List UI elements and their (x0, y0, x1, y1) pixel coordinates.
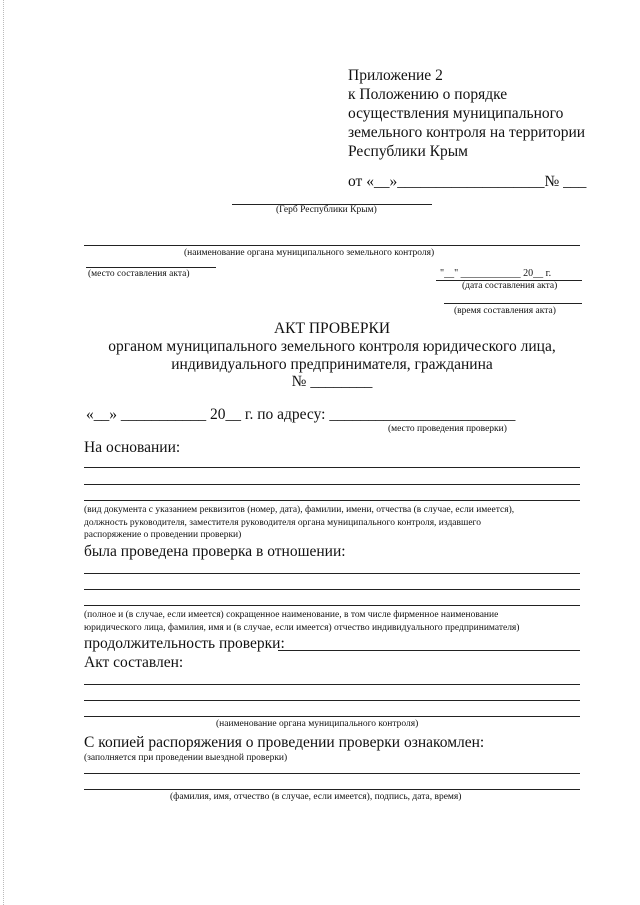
appendix-line: Приложение 2 (348, 67, 443, 84)
acquainted-line (84, 773, 580, 774)
basis-line (84, 467, 580, 468)
inspected-line (84, 605, 580, 606)
appendix-line: осуществления муниципального (348, 105, 564, 122)
coat-of-arms-caption: (Герб Республики Крым) (276, 205, 377, 215)
organ-caption: (наименование органа муниципального земельного контроля) (184, 248, 435, 258)
date-line: "__" ____________ 20__ г. (440, 268, 552, 279)
inspected-line (84, 589, 580, 590)
inspected-caption (84, 609, 519, 634)
compiled-caption: (наименование органа муниципального контроля) (216, 719, 419, 729)
inspected-caption-line: юридического лица, фамилия, имя и (в случае, если имеется) отчество индивидуального предпринимателя) (84, 622, 520, 633)
appendix-line: Республики Крым (348, 143, 468, 160)
act-title: АКТ ПРОВЕРКИ (273, 320, 391, 337)
place-caption: (место составления акта) (88, 269, 190, 279)
appendix-line: земельного контроля на территории (348, 124, 586, 141)
compiled-line (84, 700, 580, 701)
appendix-line: к Положению о порядке (348, 86, 508, 103)
organ-name-line (84, 245, 580, 246)
basis-caption (84, 504, 514, 542)
basis-label: На основании: (84, 439, 181, 456)
page-edge (3, 0, 4, 905)
compiled-line (84, 684, 580, 685)
act-subtitle-1: органом муниципального земельного контроля юридического лица, (108, 338, 556, 355)
acquainted-label: С копией распоряжения о проведении проверки ознакомлен: (84, 734, 485, 751)
inspected-line (84, 573, 580, 574)
basis-caption-line: распоряжение о проведении проверки) (84, 530, 242, 540)
act-number: № ________ (291, 373, 373, 390)
basis-line (84, 484, 580, 485)
date-caption: (дата составления акта) (462, 281, 558, 291)
appendix-date-number: от «__»___________________№ ___ (348, 173, 587, 190)
duration-line (278, 650, 580, 651)
acquainted-line (84, 789, 580, 790)
compiled-label: Акт составлен: (84, 654, 184, 671)
time-line (444, 303, 582, 304)
acquainted-note: (заполняется при проведении выездной проверки) (84, 753, 288, 763)
inspected-label: была проведена проверка в отношении: (84, 543, 346, 560)
place-line (86, 267, 216, 268)
compiled-line (84, 716, 580, 717)
inspected-caption-line: (полное и (в случае, если имеется) сокращенное наименование, в том числе фирменное наименование (84, 610, 499, 620)
appendix-header (348, 66, 585, 161)
acquainted-caption: (фамилия, имя, отчество (в случае, если имеется), подпись, дата, время) (170, 792, 462, 802)
basis-caption-line: (вид документа с указанием реквизитов (номер, дата), фамилии, имени, отчества (в случае, если имеется), (84, 505, 515, 515)
basis-caption-line: должность руководителя, заместителя руководителя органа муниципального контроля, издавшего (84, 517, 481, 528)
act-subtitle-2: индивидуального предпринимателя, гражданина (171, 356, 493, 373)
duration-label: продолжительность проверки: (84, 635, 285, 652)
address-caption: (место проведения проверки) (388, 424, 507, 434)
address-line: «__» ___________ 20__ г. по адресу: ________________________ (86, 406, 516, 423)
basis-line (84, 500, 580, 501)
time-caption: (время составления акта) (454, 306, 556, 316)
